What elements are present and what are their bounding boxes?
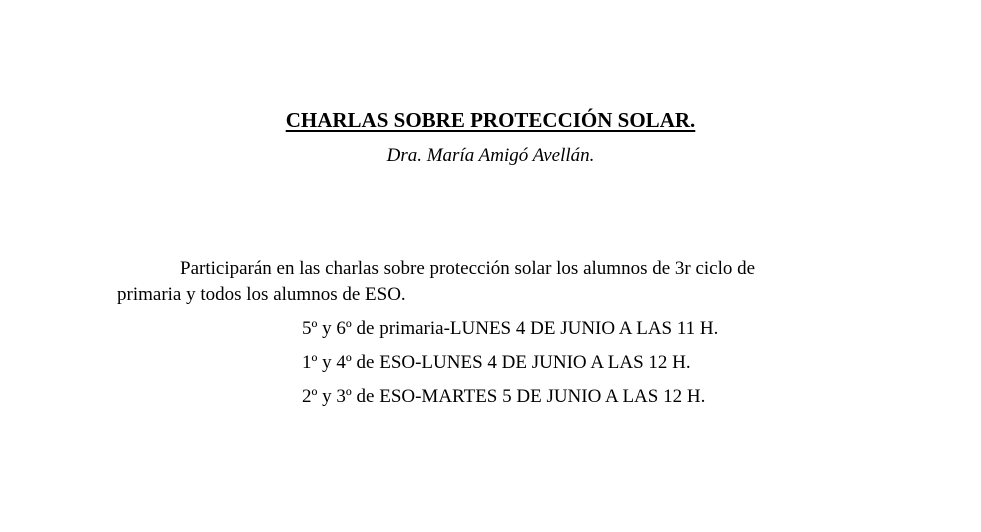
document-author: Dra. María Amigó Avellán.	[386, 145, 595, 166]
intro-paragraph	[117, 256, 857, 308]
schedule-item-eso-2-3: 2º y 3º de ESO-MARTES 5 DE JUNIO A LAS 12 H.	[302, 386, 706, 407]
schedule-list	[302, 316, 718, 418]
intro-paragraph-line-2: primaria y todos los alumnos de ESO.	[117, 284, 406, 305]
document-title: CHARLAS SOBRE PROTECCIÓN SOLAR.	[285, 108, 696, 132]
intro-paragraph-line-1: Participarán en las charlas sobre protección solar los alumnos de 3r ciclo de	[180, 258, 756, 279]
schedule-item-primaria: 5º y 6º de primaria-LUNES 4 DE JUNIO A LAS 11 H.	[302, 318, 719, 339]
schedule-item-eso-1-4: 1º y 4º de ESO-LUNES 4 DE JUNIO A LAS 12 H.	[302, 352, 691, 373]
